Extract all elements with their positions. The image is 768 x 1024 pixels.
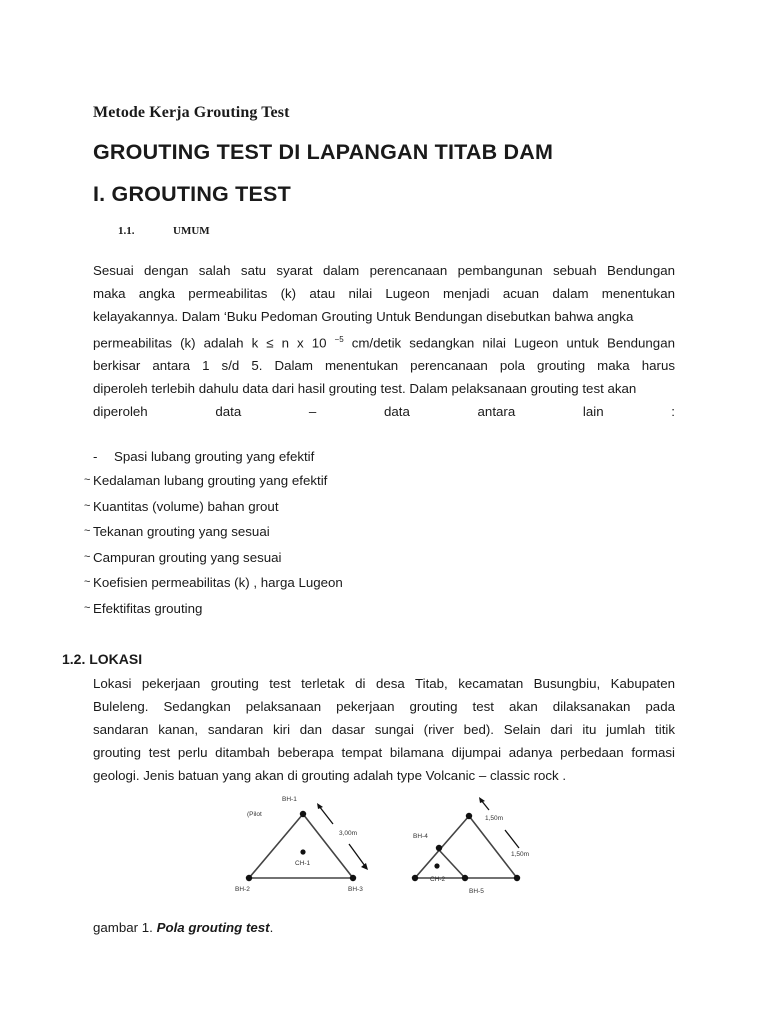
bullet-dash: - [93,449,98,464]
paragraph-lokasi [93,672,675,787]
label-dist-top: 1,50m [485,815,504,822]
perm-exponent: −5 [334,335,344,344]
label-bh5: BH-5 [469,888,484,895]
caption-prefix: gambar 1. [93,920,157,935]
para-word: antara [477,404,516,420]
figure-svg [225,790,545,900]
para-line: Lokasi pekerjaan grouting test terletak di desa Titab, kecamatan Busungbiu, Kabupaten [93,676,675,691]
dimension-arrow [505,830,519,848]
bh4-point [436,845,442,851]
list-item [84,575,343,590]
perm-text-start: permeabilitas (k) adalah k ≤ n x 10 [93,335,327,351]
caption-suffix: . [269,920,274,935]
para-line: Sesuai dengan salah satu syarat dalam perencanaan pembangunan sebuah Bendungan [93,263,675,278]
list-item [84,499,279,514]
bottom-left-point [412,875,418,881]
para-line: kelayakannya. Dalam ‘Buku Pedoman Grouting Untuk Bendungan disebutkan bahwa angka [93,309,634,324]
label-dist-side: 1,50m [511,851,530,858]
arrow-head [479,797,485,803]
para-word: diperoleh [93,404,148,420]
dimension-arrow [319,806,333,824]
para-line: geologi. Jenis batuan yang akan di grouting adalah type Volcanic – classic rock . [93,768,567,783]
subsection-title: UMUM [173,225,210,237]
paragraph-umum [93,259,675,423]
dimension-arrow [349,844,365,866]
para-line-permeability [93,328,675,354]
para-line-last [93,400,675,423]
bullet-mark: ~ [84,602,91,614]
figure-caption [93,920,273,935]
label-bh4: BH-4 [413,833,428,840]
grouting-pattern-figure [225,790,545,900]
document-header: Metode Kerja Grouting Test [93,104,290,121]
list-item-text: Kuantitas (volume) bahan grout [93,499,279,514]
label-bh2: BH-2 [235,886,250,893]
left-pattern [235,796,368,893]
para-line: berkisar antara 1 s/d 5. Dalam menentukan perencanaan pola grouting maka harus [93,358,675,374]
arrow-head [361,863,368,870]
bh2-point [246,875,252,881]
section-heading-lokasi: 1.2. LOKASI [62,651,143,667]
label-pilot: (Pilot [247,811,262,818]
list-item-text: Koefisien permeabilitas (k) , harga Lugeon [93,575,343,590]
bh5-point [462,875,468,881]
para-word: data [383,404,410,420]
bh1-point [300,811,306,817]
list-item-text: Spasi lubang grouting yang efektif [114,449,315,464]
bullet-mark: ~ [84,525,91,537]
label-ch1: CH-1 [295,860,311,867]
list-item-text: Kedalaman lubang grouting yang efektif [93,473,328,488]
para-line: grouting test perlu ditambah beberapa tempat bilamana dijumpai adanya perbedaan formasi [93,745,675,760]
ch2-point [434,863,439,868]
bullet-mark: ~ [84,576,91,588]
list-item [84,524,270,539]
bullet-mark: ~ [84,474,91,486]
right-triangle [415,816,517,878]
subsection-number: 1.1. [118,225,135,237]
list-item [84,550,282,565]
bh3-point [350,875,356,881]
right-pattern [412,797,529,895]
main-heading: GROUTING TEST DI LAPANGAN TITAB DAM [93,140,554,164]
section-heading-1: I. GROUTING TEST [93,182,291,206]
para-word: : [671,404,675,420]
bullet-mark: ~ [84,551,91,563]
left-triangle [249,814,353,878]
label-bh1: BH-1 [282,796,297,803]
list-item [84,601,202,616]
para-word: lain [582,404,604,420]
caption-title: Pola grouting test [156,920,270,935]
perm-text-end: cm/detik sedangkan nilai Lugeon untuk Bendungan [351,335,675,351]
para-line: sandaran kanan, sandaran kiri dan dasar sungai (river bed). Selain dari itu jumlah titik [93,722,675,737]
label-ch2: CH-2 [430,876,446,883]
para-line: maka angka permeabilitas (k) atau nilai Lugeon menjadi acuan dalam menentukan [93,286,675,301]
para-word: – [308,404,317,420]
bottom-right-point [514,875,520,881]
right-inner-line [439,850,465,878]
bullet-mark: ~ [84,500,91,512]
top-point [466,813,472,819]
para-line: diperoleh terlebih dahulu data dari hasil grouting test. Dalam pelaksanaan grouting test akan [93,381,637,397]
ch1-point [300,849,305,854]
list-item-text: Tekanan grouting yang sesuai [93,524,270,539]
arrow-head [317,803,323,809]
list-item-text: Campuran grouting yang sesuai [93,550,282,565]
label-distance: 3,00m [339,830,358,837]
list-item [93,449,314,464]
para-line: Buleleng. Sedangkan pelaksanaan pekerjaan grouting test akan dilaksanakan pada [93,699,675,714]
list-item [84,473,327,488]
para-word: data [215,404,242,420]
label-bh3: BH-3 [348,886,363,893]
list-item-text: Efektifitas grouting [93,601,203,616]
